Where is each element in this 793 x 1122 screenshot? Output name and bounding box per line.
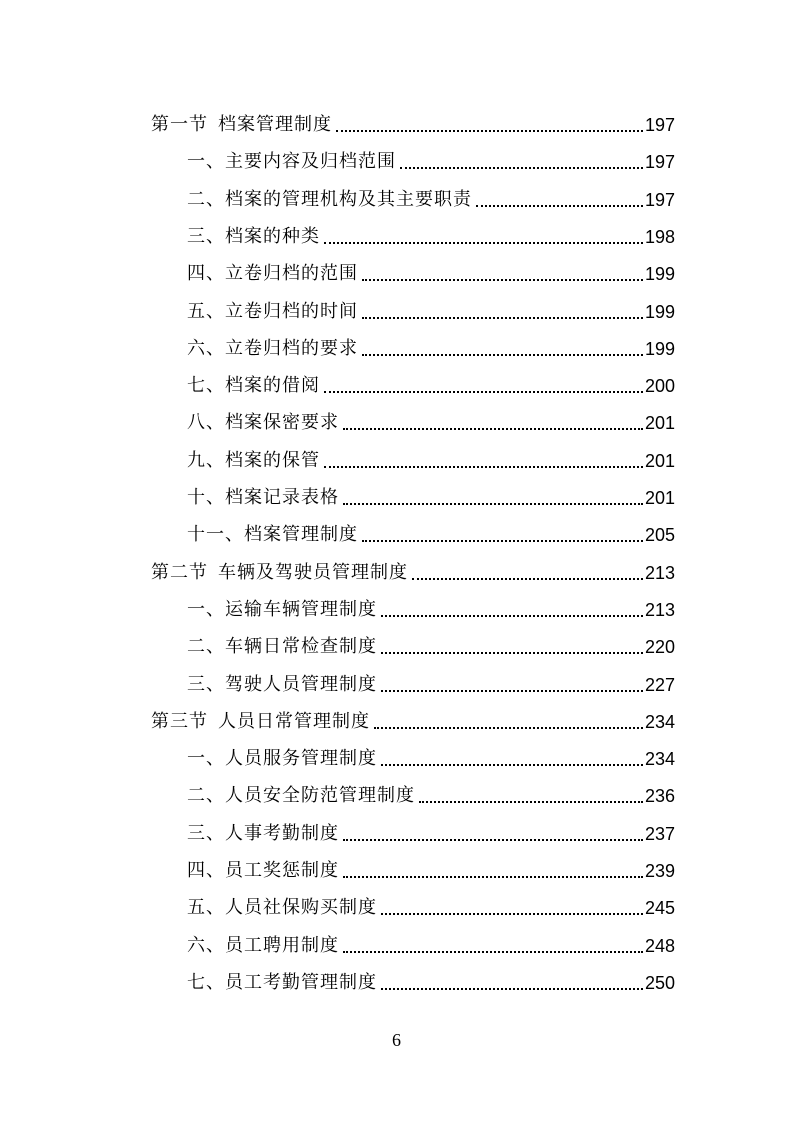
toc-entry-label <box>187 971 377 995</box>
toc-entry-number: 九、 <box>187 449 225 471</box>
toc-entry-number: 二、 <box>187 636 225 658</box>
toc-dot-leader <box>343 875 643 878</box>
toc-subsection-entry[interactable] <box>187 324 675 361</box>
toc-entry-page: 199 <box>644 301 675 322</box>
toc-section-entry[interactable] <box>151 548 675 585</box>
toc-entry-number: 第一节 <box>151 114 208 135</box>
toc-dot-leader <box>324 465 643 468</box>
toc-entry-label <box>187 337 358 361</box>
toc-entry-label <box>187 449 320 473</box>
toc-entry-number: 三、 <box>187 225 225 247</box>
toc-entry-number: 六、 <box>187 934 225 956</box>
toc-entry-page: 234 <box>644 711 675 732</box>
toc-entry-number: 一、 <box>187 748 225 770</box>
toc-subsection-entry[interactable] <box>187 585 675 622</box>
toc-entry-title: 档案管理制度 <box>244 524 358 546</box>
toc-entry-title: 员工聘用制度 <box>225 934 339 956</box>
toc-entry-number: 四、 <box>187 263 225 285</box>
toc-entry-number: 六、 <box>187 337 225 359</box>
toc-dot-leader <box>381 614 643 617</box>
toc-entry-page: 245 <box>644 898 675 919</box>
toc-dot-leader <box>343 502 643 505</box>
toc-dot-leader <box>362 353 643 356</box>
toc-entry-title: 运输车辆管理制度 <box>225 598 377 620</box>
toc-entry-label <box>187 300 358 324</box>
toc-entry-label <box>187 896 377 920</box>
toc-entry-number: 十、 <box>187 487 225 508</box>
toc-entry-title: 档案记录表格 <box>225 487 339 508</box>
toc-subsection-entry[interactable] <box>187 175 675 212</box>
toc-entry-label <box>151 113 332 137</box>
toc-entry-number: 一、 <box>187 151 225 173</box>
toc-entry-label <box>187 523 358 547</box>
toc-subsection-entry[interactable] <box>187 249 675 286</box>
toc-dot-leader <box>381 763 643 766</box>
toc-entry-label <box>187 262 358 286</box>
toc-entry-number: 二、 <box>187 188 225 210</box>
toc-entry-number: 五、 <box>187 300 225 322</box>
toc-subsection-entry[interactable] <box>187 287 675 324</box>
toc-entry-title: 档案的管理机构及其主要职责 <box>225 188 472 210</box>
toc-entry-label <box>187 598 377 622</box>
toc-entry-label <box>187 822 339 846</box>
toc-entry-number: 二、 <box>187 785 225 807</box>
toc-dot-leader <box>343 950 643 953</box>
toc-entry-label <box>187 635 377 659</box>
toc-entry-page: 199 <box>644 264 675 285</box>
toc-subsection-entry[interactable] <box>187 137 675 174</box>
toc-entry-page: 250 <box>644 972 675 993</box>
toc-dot-leader <box>381 651 643 654</box>
toc-dot-leader <box>476 204 643 207</box>
toc-section-entry[interactable] <box>151 100 675 137</box>
toc-entry-label <box>187 374 320 398</box>
toc-entry-title: 人员服务管理制度 <box>225 748 377 770</box>
toc-entry-title: 档案的借阅 <box>225 375 320 397</box>
toc-entry-label <box>151 561 408 585</box>
toc-entry-page: 220 <box>644 637 675 658</box>
toc-entry-title: 员工考勤管理制度 <box>225 971 377 993</box>
toc-entry-title: 档案的种类 <box>225 225 320 247</box>
page-number: 6 <box>392 1030 401 1050</box>
toc-dot-leader <box>324 390 643 393</box>
toc-entry-page: 213 <box>644 562 675 583</box>
toc-subsection-entry[interactable] <box>187 361 675 398</box>
toc-entry-title: 档案保密要求 <box>225 412 339 434</box>
toc-entry-title: 员工奖惩制度 <box>225 860 339 881</box>
toc-entry-number: 七、 <box>187 971 225 993</box>
toc-subsection-entry[interactable] <box>187 398 675 435</box>
toc-subsection-entry[interactable] <box>187 921 675 958</box>
toc-dot-leader <box>362 539 643 542</box>
toc-entry-page: 201 <box>644 413 675 434</box>
toc-entry-page: 234 <box>644 749 675 770</box>
toc-entry-title: 立卷归档的时间 <box>225 300 358 322</box>
toc-entry-page: 198 <box>644 226 675 247</box>
toc-entry-label <box>187 934 339 958</box>
toc-entry-number: 一、 <box>187 598 225 620</box>
toc-subsection-entry[interactable] <box>187 473 675 510</box>
toc-entry-label <box>187 673 377 697</box>
toc-dot-leader <box>381 912 643 915</box>
toc-entry-page: 237 <box>644 823 675 844</box>
toc-entry-label <box>187 784 415 808</box>
toc-entry-label <box>187 747 377 771</box>
toc-dot-leader <box>381 689 643 692</box>
toc-entry-number: 七、 <box>187 375 225 397</box>
toc-entry-page: 201 <box>644 450 675 471</box>
toc-entry-number: 十一、 <box>187 524 244 546</box>
toc-subsection-entry[interactable] <box>187 660 675 697</box>
toc-entry-title: 立卷归档的范围 <box>225 263 358 285</box>
toc-dot-leader <box>343 427 643 430</box>
toc-dot-leader <box>336 129 643 132</box>
toc-entry-title: 人事考勤制度 <box>225 822 339 844</box>
toc-subsection-entry[interactable] <box>187 622 675 659</box>
toc-entry-page: 248 <box>644 935 675 956</box>
toc-entry-title: 驾驶人员管理制度 <box>225 673 377 695</box>
toc-dot-leader <box>324 241 643 244</box>
toc-entry-page: 213 <box>644 599 675 620</box>
toc-entry-page: 197 <box>644 115 675 135</box>
toc-dot-leader <box>419 800 643 803</box>
toc-entry-title: 车辆日常检查制度 <box>225 636 377 658</box>
toc-dot-leader <box>412 577 643 580</box>
toc-entry-title: 档案管理制度 <box>218 114 332 135</box>
toc-dot-leader <box>362 278 643 281</box>
toc-subsection-entry[interactable] <box>187 809 675 846</box>
toc-dot-leader <box>374 726 643 729</box>
toc-entry-title: 车辆及驾驶员管理制度 <box>218 561 408 583</box>
toc-entry-page: 197 <box>644 152 675 173</box>
toc-entry-number: 八、 <box>187 412 225 434</box>
toc-entry-label <box>187 486 339 510</box>
toc-subsection-entry[interactable] <box>187 958 675 995</box>
toc-entry-label <box>187 225 320 249</box>
toc-subsection-entry[interactable] <box>187 883 675 920</box>
toc-dot-leader <box>343 838 643 841</box>
toc-entry-label <box>187 411 339 435</box>
toc-entry-page: 200 <box>644 376 675 397</box>
toc-entry-title: 主要内容及归档范围 <box>225 151 396 173</box>
toc-section-entry[interactable] <box>151 697 675 734</box>
toc-entry-number: 三、 <box>187 822 225 844</box>
toc-entry-page: 236 <box>644 786 675 807</box>
toc-entry-page: 197 <box>644 189 675 210</box>
toc-entry-title: 立卷归档的要求 <box>225 337 358 359</box>
toc-entry-page: 205 <box>644 525 675 546</box>
toc-entry-number: 第三节 <box>151 710 208 732</box>
toc-entry-label <box>187 859 339 883</box>
toc-subsection-entry[interactable] <box>187 846 675 883</box>
toc-entry-title: 人员社保购买制度 <box>225 897 377 919</box>
toc-entry-number: 四、 <box>187 860 225 881</box>
toc-entry-label <box>151 710 370 734</box>
toc-subsection-entry[interactable] <box>187 734 675 771</box>
toc-subsection-entry[interactable] <box>187 212 675 249</box>
toc-dot-leader <box>400 166 643 169</box>
toc-entry-number: 三、 <box>187 673 225 695</box>
toc-subsection-entry[interactable] <box>187 436 675 473</box>
toc-entry-title: 人员安全防范管理制度 <box>225 785 415 807</box>
toc-dot-leader <box>381 987 643 990</box>
toc-entry-number: 第二节 <box>151 561 208 583</box>
toc-entry-page: 227 <box>644 674 675 695</box>
toc-dot-leader <box>362 316 643 319</box>
toc-entry-title: 档案的保管 <box>225 449 320 471</box>
toc-entry-page: 201 <box>644 488 675 508</box>
toc-subsection-entry[interactable] <box>187 510 675 547</box>
toc-entry-page: 199 <box>644 338 675 359</box>
toc-entry-title: 人员日常管理制度 <box>218 710 370 732</box>
toc-entry-label <box>187 150 396 174</box>
toc-entry-number: 五、 <box>187 897 225 919</box>
toc-subsection-entry[interactable] <box>187 771 675 808</box>
toc-entry-label <box>187 188 472 212</box>
toc-entry-page: 239 <box>644 861 675 881</box>
